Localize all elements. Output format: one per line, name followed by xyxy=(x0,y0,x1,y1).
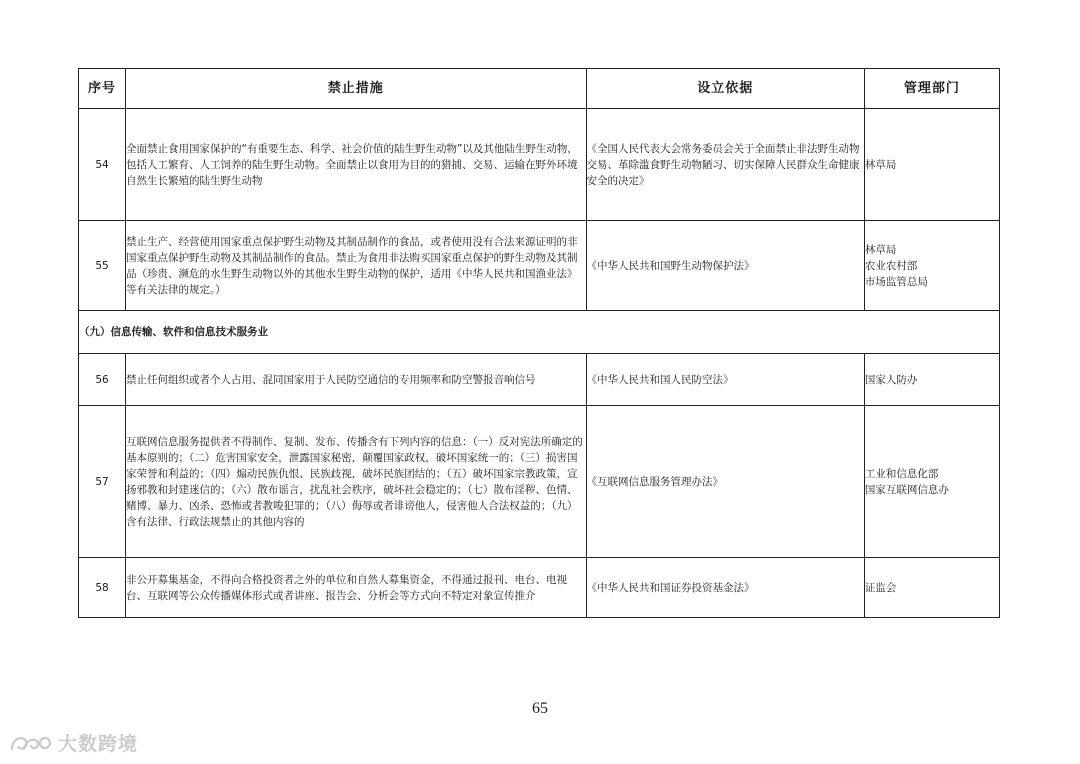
dept-name: 市场监管总局 xyxy=(864,275,928,288)
measure-cell: 互联网信息服务提供者不得制作、复制、发布、传播含有下列内容的信息：（一）反对宪法所确定的基本原则的；（二）危害国家安全，泄露国家秘密，颠覆国家政权，破坏国家统一的；（三）损害国家荣誉和利益的；（四）煽动民族仇恨、民族歧视，破坏民族团结的；（五）破坏国家宗教政策，宣扬邪教和封建迷信的；（六）散布谣言，扰乱社会秩序，破坏社会稳定的；（七）散布淫秽、色情、赌博、暴力、凶杀、恐怖或者教唆犯罪的；（八）侮辱或者诽谤他人，侵害他人合法权益的；（九）含有法律、行政法规禁止的其他内容的 xyxy=(126,406,587,558)
table-row xyxy=(79,558,1000,618)
row-number: 55 xyxy=(79,221,126,311)
dept-name: 林草局 xyxy=(864,243,897,256)
basis-cell: 《中华人民共和国人民防空法》 xyxy=(586,354,864,406)
watermark xyxy=(8,729,138,756)
dept-name: 国家人防办 xyxy=(864,373,918,386)
row-number: 56 xyxy=(79,354,126,406)
basis-cell: 《全国人民代表大会常务委员会关于全面禁止非法野生动物交易、革除滥食野生动物陋习、切实保障人民群众生命健康安全的决定》 xyxy=(586,109,864,221)
basis-cell: 《中华人民共和国野生动物保护法》 xyxy=(586,221,864,311)
dept-name: 农业农村部 xyxy=(864,259,918,272)
measure-cell: 禁止任何组织或者个人占用、混同国家用于人民防空通信的专用频率和防空警报音响信号 xyxy=(126,354,587,406)
header-measure: 禁止措施 xyxy=(126,69,587,109)
basis-cell: 《中华人民共和国证券投资基金法》 xyxy=(586,558,864,618)
table-row xyxy=(79,406,1000,558)
table-row xyxy=(79,354,1000,406)
row-number: 57 xyxy=(79,406,126,558)
dept-name: 证监会 xyxy=(864,581,897,594)
dept-cell xyxy=(864,221,999,311)
measure-cell: 全面禁止食用国家保护的“有重要生态、科学、社会价值的陆生野生动物”以及其他陆生野生动物，包括人工繁育、人工饲养的陆生野生动物。全面禁止以食用为目的的猎捕、交易、运输在野外环境自然生长繁殖的陆生野生动物 xyxy=(126,109,587,221)
dept-cell xyxy=(864,558,999,618)
table-header-row xyxy=(79,69,1000,109)
page-number: 65 xyxy=(532,700,548,717)
basis-cell: 《互联网信息服务管理办法》 xyxy=(586,406,864,558)
section-row xyxy=(79,311,1000,354)
table-row xyxy=(79,221,1000,311)
measure-cell: 非公开募集基金，不得向合格投资者之外的单位和自然人募集资金，不得通过报刊、电台、电视台、互联网等公众传播媒体形式或者讲座、报告会、分析会等方式向不特定对象宣传推介 xyxy=(126,558,587,618)
dept-name: 工业和信息化部 xyxy=(864,467,939,480)
dept-cell xyxy=(864,354,999,406)
section-title: （九）信息传输、软件和信息技术服务业 xyxy=(79,311,1000,354)
header-no: 序号 xyxy=(79,69,126,109)
dept-cell xyxy=(864,109,999,221)
dept-name: 国家互联网信息办 xyxy=(864,483,949,496)
watermark-text: 大数跨境 xyxy=(58,733,139,755)
header-basis: 设立依据 xyxy=(586,69,864,109)
row-number: 58 xyxy=(79,558,126,618)
row-number: 54 xyxy=(79,109,126,221)
logo-swirl-icon xyxy=(8,731,52,755)
header-dept: 管理部门 xyxy=(864,69,999,109)
measure-cell: 禁止生产、经营使用国家重点保护野生动物及其制品制作的食品，或者使用没有合法来源证明的非国家重点保护野生动物及其制品制作的食品。禁止为食用非法购买国家重点保护的野生动物及其制品（珍贵、濒危的水生野生动物以外的其他水生野生动物的保护，适用《中华人民共和国渔业法》等有关法律的规定。） xyxy=(126,221,587,311)
dept-name: 林草局 xyxy=(864,158,897,171)
table-row xyxy=(79,109,1000,221)
regulation-table xyxy=(78,68,1000,618)
dept-cell xyxy=(864,406,999,558)
